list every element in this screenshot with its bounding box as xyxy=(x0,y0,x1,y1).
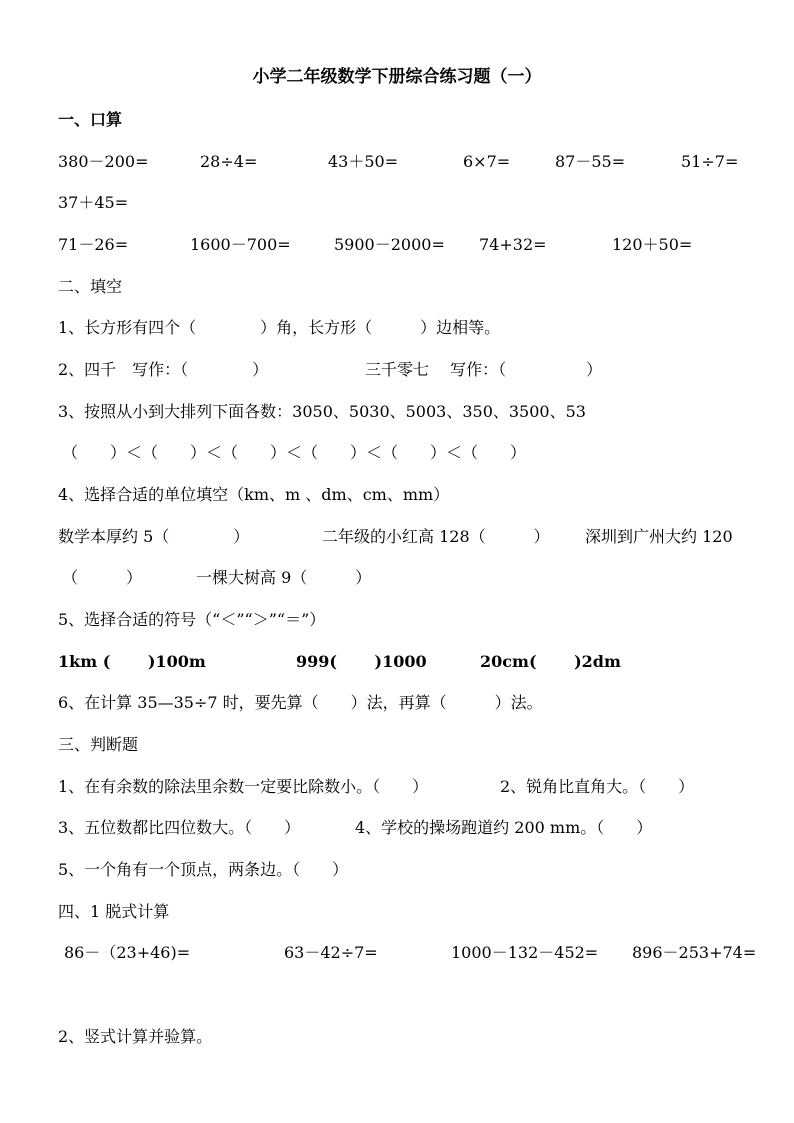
oral-item: 43＋50= xyxy=(328,152,399,171)
page-title: 小学二年级数学下册综合练习题（一） xyxy=(252,67,542,87)
fill-question-5b: 999( )1000 xyxy=(296,652,427,671)
oral-item: 1600－700= xyxy=(190,235,291,254)
oral-item: 51÷7= xyxy=(681,152,739,171)
oral-item: 71－26= xyxy=(58,235,129,254)
oral-item: 380－200= xyxy=(58,152,149,171)
fill-question-4b: 二年级的小红高 128（ ） xyxy=(322,527,550,546)
fill-question-1: 1、长方形有四个（ ）角，长方形（ ）边相等。 xyxy=(58,318,501,337)
section-heading-fill: 二、填空 xyxy=(58,277,123,296)
calc-item: 1000－132－452= xyxy=(451,943,599,962)
section-heading-judge: 三、判断题 xyxy=(58,735,139,754)
fill-question-2a: 2、四千 写作：（ ） xyxy=(58,360,269,379)
fill-question-5: 5、选择合适的符号（“＜”“＞”“＝”） xyxy=(58,610,326,629)
judge-question-4: 4、学校的操场跑道约 200 mm。（ ） xyxy=(355,818,653,837)
oral-item: 5900－2000= xyxy=(334,235,445,254)
calc-item: 86－（23+46)= xyxy=(64,943,191,962)
oral-item: 6×7= xyxy=(463,152,511,171)
fill-question-2b: 三千零七 写作：（ ） xyxy=(365,360,603,379)
fill-question-4d: （ ） xyxy=(62,568,143,587)
judge-question-3: 3、五位数都比四位数大。（ ） xyxy=(58,818,301,837)
section-heading-oral: 一、口算 xyxy=(58,110,123,129)
oral-item: 28÷4= xyxy=(200,152,258,171)
fill-question-5a: 1km ( )100m xyxy=(58,652,206,671)
fill-question-4: 4、选择合适的单位填空（km、m 、dm、cm、mm） xyxy=(58,485,450,504)
fill-question-4a: 数学本厚约 5（ ） xyxy=(58,527,250,546)
calc-item: 63－42÷7= xyxy=(284,943,378,962)
fill-question-5c: 20cm( )2dm xyxy=(480,652,621,671)
section-heading-calc: 四、1 脱式计算 xyxy=(58,902,170,921)
oral-item: 87－55= xyxy=(555,152,626,171)
judge-question-5: 5、一个角有一个顶点，两条边。（ ） xyxy=(58,860,349,879)
fill-question-3: 3、按照从小到大排列下面各数：3050、5030、5003、350、3500、53 xyxy=(58,402,586,421)
calc-subheading-vertical: 2、竖式计算并验算。 xyxy=(58,1027,213,1046)
fill-question-6: 6、在计算 35—35÷7 时，要先算（ ）法，再算（ ）法。 xyxy=(58,693,543,712)
fill-question-4e: 一棵大树高 9（ ） xyxy=(196,568,372,587)
fill-question-4c: 深圳到广州大约 120 xyxy=(585,527,733,546)
oral-item: 74+32= xyxy=(479,235,547,254)
oral-item: 37＋45= xyxy=(58,193,129,212)
calc-item: 896－253+74= xyxy=(632,943,757,962)
judge-question-2: 2、锐角比直角大。（ ） xyxy=(500,777,695,796)
judge-question-1: 1、在有余数的除法里余数一定要比除数小。（ ） xyxy=(58,777,429,796)
fill-question-3-blanks: （ ）＜（ ）＜（ ）＜（ ）＜（ ）＜（ ） xyxy=(62,443,527,462)
oral-item: 120＋50= xyxy=(612,235,693,254)
